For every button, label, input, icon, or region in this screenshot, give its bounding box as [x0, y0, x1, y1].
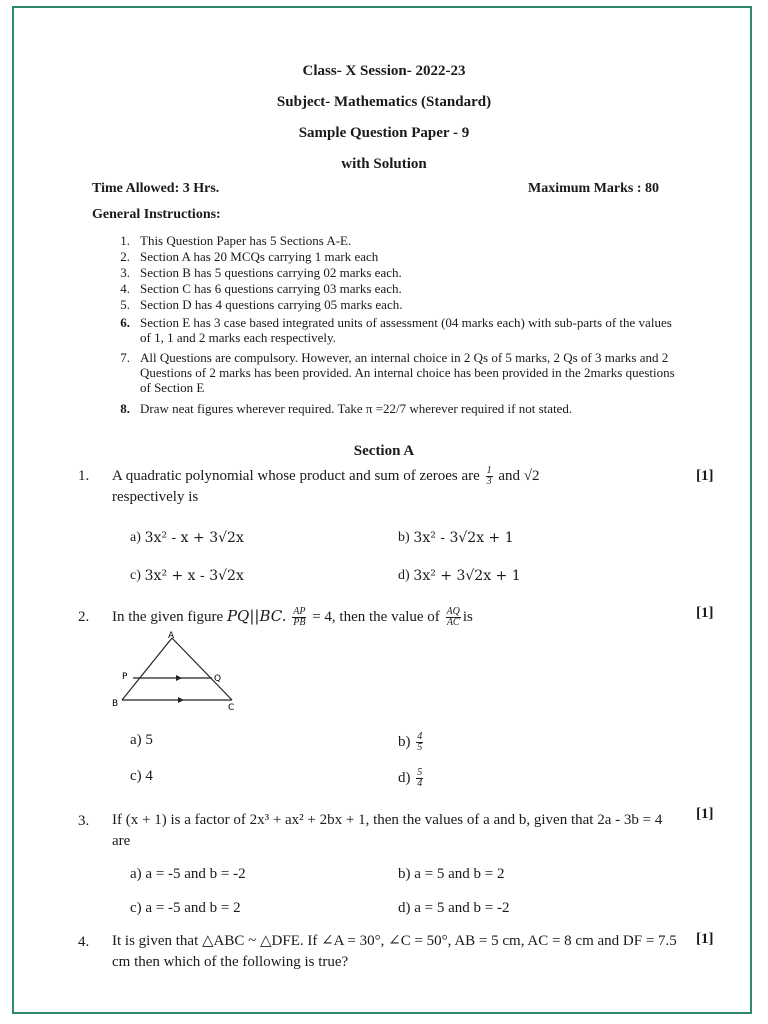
option-a[interactable]: [130, 732, 153, 749]
fraction: [416, 768, 423, 789]
option-text: 4: [145, 768, 153, 784]
instruction-number: 7.: [120, 350, 130, 365]
label-b: B: [112, 699, 119, 709]
option-c[interactable]: [130, 900, 241, 917]
question-text-part: respectively is: [112, 489, 199, 506]
instruction-text: Section E has 3 case based integrated units of assessment (04 marks each) with sub-parts of the values of 1, 1 and 2 marks each respectively.: [140, 315, 672, 345]
label-a: A: [168, 631, 175, 641]
time-allowed: Time Allowed: 3 Hrs.: [92, 181, 220, 196]
option-label: d): [398, 900, 411, 916]
instruction-text: All Questions are compulsory. However, an internal choice in 2 Qs of 5 marks, 2 Qs of 3 marks and 2 Questions of 2 marks has been provided. An internal choice has been provided in the 2marks questions of Section E: [140, 350, 675, 395]
fraction-numerator: 5: [417, 767, 423, 778]
fraction-denominator: AC: [446, 617, 460, 629]
instruction-number: 1.: [120, 233, 130, 248]
fraction-denominator: 5: [417, 742, 423, 753]
option-label: b): [398, 733, 411, 750]
option-text: a = 5 and b = 2: [414, 866, 505, 882]
fraction: [416, 732, 423, 753]
option-label: c): [130, 900, 142, 916]
option-label: a): [130, 866, 142, 882]
option-label: c): [130, 768, 142, 784]
header-paper-title: Sample Question Paper - 9: [298, 125, 470, 141]
instruction-text: This Question Paper has 5 Sections A-E.: [140, 233, 352, 248]
marks-badge: [1]: [696, 605, 714, 621]
option-text: 3x² + x - 3√2x: [144, 568, 244, 584]
instruction-text: Draw neat figures wherever required. Take π =22/7 wherever required if not stated.: [140, 401, 573, 416]
question-text-part: = 4, then the value of: [312, 609, 440, 625]
question-text-part: and √2: [498, 468, 540, 484]
option-text: 3x² + 3√2x + 1: [413, 568, 521, 584]
question-text-part: A quadratic polynomial whose product and sum of zeroes are: [112, 468, 480, 484]
option-c[interactable]: [130, 768, 153, 785]
option-label: a): [130, 732, 142, 748]
option-d[interactable]: [398, 568, 521, 585]
instruction-number: 6.: [120, 315, 130, 330]
question-text: [112, 606, 680, 628]
option-b[interactable]: [398, 866, 504, 883]
instruction-number: 8.: [120, 401, 130, 416]
label-p: P: [122, 672, 128, 682]
question-text-part: is: [462, 609, 473, 625]
option-label: c): [130, 568, 141, 583]
option-label: a): [130, 530, 141, 545]
instruction-text: Section A has 20 MCQs carrying 1 mark each: [140, 249, 379, 264]
question-number: 2.: [78, 609, 90, 625]
instruction-text: Section D has 4 questions carrying 05 marks each.: [140, 297, 403, 312]
question-text: [112, 466, 680, 508]
fraction: [292, 607, 306, 628]
instruction-number: 4.: [120, 281, 130, 296]
option-text: a = -5 and b = -2: [145, 866, 246, 882]
option-label: b): [398, 866, 411, 882]
fraction-denominator: 4: [417, 778, 423, 789]
side-ac: [172, 638, 232, 700]
triangle-figure: [108, 630, 248, 712]
marks-badge: [1]: [696, 806, 714, 822]
option-b[interactable]: [398, 530, 514, 547]
fraction-numerator: 1: [486, 465, 492, 477]
option-text: a = -5 and b = 2: [145, 900, 241, 916]
question-text-part: In the given figure: [112, 609, 224, 625]
option-d[interactable]: [398, 900, 509, 917]
label-c: C: [228, 703, 235, 712]
option-c[interactable]: [130, 568, 244, 585]
instruction-number: 3.: [120, 265, 130, 280]
fraction-denominator: 3: [486, 476, 492, 488]
arrow-bc-icon: [178, 697, 184, 703]
fraction: [486, 466, 493, 487]
instruction-number: 5.: [120, 297, 130, 312]
option-d[interactable]: [398, 768, 425, 789]
option-text: 3x² - x + 3√2x: [144, 530, 244, 546]
marks-badge: [1]: [696, 468, 714, 484]
question-number: 1.: [78, 468, 90, 484]
instructions-title: General Instructions:: [92, 207, 221, 222]
fraction-denominator: PB: [293, 617, 306, 629]
option-text: 5: [145, 732, 153, 748]
instruction-text: Section B has 5 questions carrying 02 marks each.: [140, 265, 402, 280]
question-text: It is given that △ABC ~ △DFE. If ∠A = 30°, ∠C = 50°, AB = 5 cm, AC = 8 cm and DF = 7.5 cm then which of the following is true?: [112, 933, 677, 970]
math-expression: PQ||BC.: [226, 607, 287, 625]
option-a[interactable]: [130, 866, 246, 883]
arrow-pq-icon: [176, 675, 182, 681]
header-subject: Subject- Mathematics (Standard): [276, 94, 492, 110]
label-q: Q: [214, 674, 222, 684]
option-label: b): [398, 530, 410, 545]
option-text: a = 5 and b = -2: [414, 900, 510, 916]
maximum-marks: Maximum Marks : 80: [528, 181, 660, 196]
question-number: 3.: [78, 813, 90, 829]
fraction: [446, 607, 461, 628]
fraction-numerator: 4: [417, 731, 423, 742]
header-class-session: Class- X Session- 2022-23: [302, 63, 466, 79]
marks-badge: [1]: [696, 931, 714, 947]
side-ab: [122, 638, 172, 700]
instruction-number: 2.: [120, 249, 130, 264]
option-label: d): [398, 568, 410, 583]
fraction-numerator: AP: [293, 606, 306, 618]
option-text: 3x² - 3√2x + 1: [413, 530, 514, 546]
header-with-solution: with Solution: [341, 156, 427, 172]
question-number: 4.: [78, 934, 90, 950]
option-b[interactable]: [398, 732, 425, 753]
question-text: If (x + 1) is a factor of 2x³ + ax² + 2bx + 1, then the values of a and b, given that 2a - 3b = 4 are: [112, 812, 663, 849]
section-title: Section A: [353, 443, 415, 459]
instruction-text: Section C has 6 questions carrying 03 marks each.: [140, 281, 402, 296]
option-label: d): [398, 769, 411, 786]
fraction-numerator: AQ: [446, 606, 460, 618]
option-a[interactable]: [130, 530, 244, 547]
